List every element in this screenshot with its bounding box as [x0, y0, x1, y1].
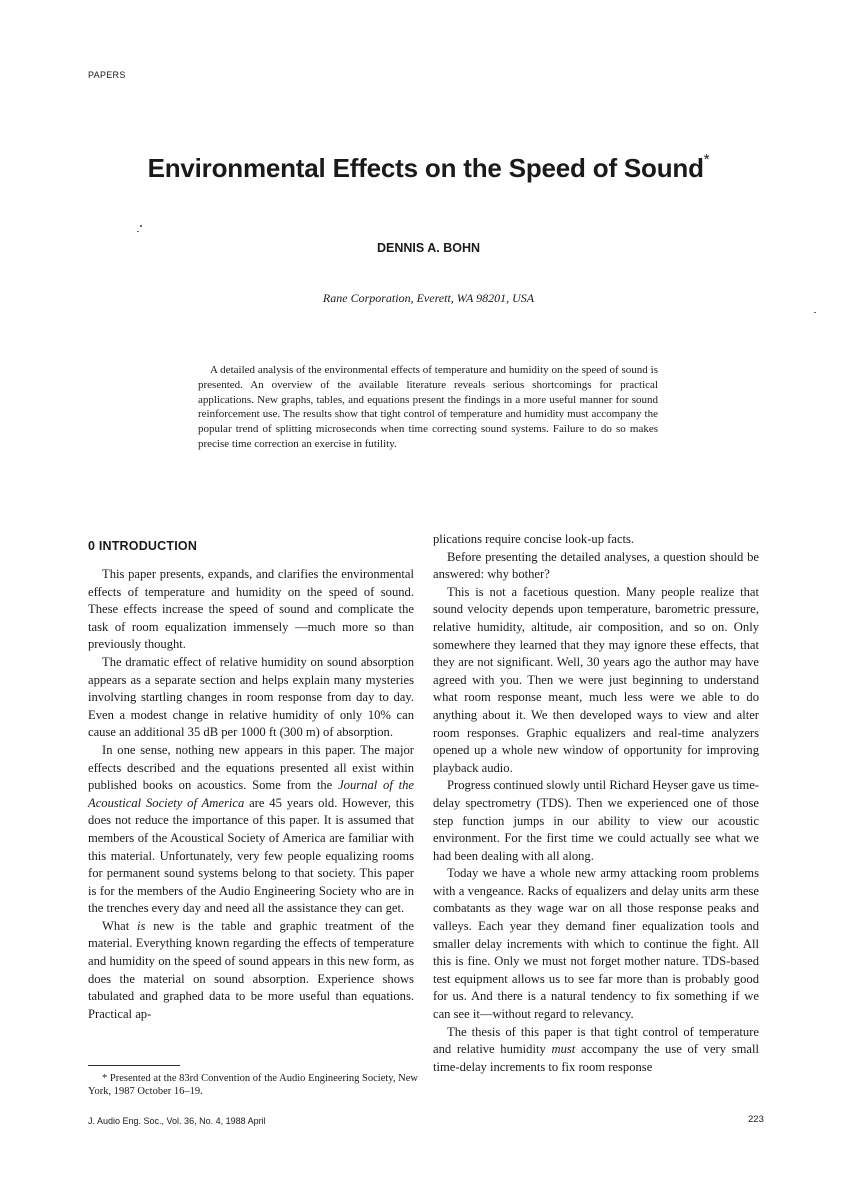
text-run: In one sense, nothing new appears in this paper. The major effects described and the equations presented all exist within published books on acoustics. Some from the	[88, 742, 414, 793]
intro-paragraph: This paper presents, expands, and clarifies the environmental effects of temperature and humidity on the speed of sound. These effects increase the speed of sound and complicate the task of room equalization immensely —much more so than previously thought.	[88, 567, 414, 652]
scan-speck	[814, 312, 816, 313]
text-run: The thesis of this paper is that tight control of temperature and relative humidity	[433, 1024, 759, 1057]
author-affiliation: Rane Corporation, Everett, WA 98201, USA	[322, 291, 535, 305]
title-footnote-marker: *	[703, 151, 710, 168]
paper-title-text: Environmental Effects on the Speed of Sound	[147, 153, 704, 183]
scan-speck	[140, 225, 142, 227]
abstract: A detailed analysis of the environmental effects of temperature and humidity on the speed of sound is presented. An overview of the available literature reveals serious shortcomings for practical applications. New graphs, tables, and equations present the findings in a more useful manner for sound reinforcement use. The results show that tight control of temperature and humidity must accompany the popular trend of splitting microseconds when time correcting sound systems. Failure to do so makes precise time correction an exercise in futility.	[198, 364, 658, 450]
footnote: * Presented at the 83rd Convention of the Audio Engineering Society, New York, 1987 October 16–19.	[88, 1073, 418, 1097]
intro-paragraph: The dramatic effect of relative humidity on sound absorption appears as a separate section and helps explain many mysteries involving startling changes in room response from day to day. Even a modest change in relative humidity of only 10% can cause an additional 35 dB per 1000 ft (300 m) of absorption.	[88, 654, 414, 740]
paper-title	[0, 153, 857, 184]
intro-paragraph	[88, 918, 414, 1024]
section-label: PAPERS	[88, 70, 126, 80]
scan-speck	[137, 231, 139, 232]
body-paragraph: plications require concise look-up facts.	[433, 532, 635, 546]
author-name: DENNIS A. BOHN	[376, 241, 480, 255]
body-paragraph: Today we have a whole new army attacking room problems with a vengeance. Racks of equalizers and delay units arm these combatants as they wage war on all those response peaks and valleys. Each year they demand finer equalization tools and smaller delay increments with which to continue the fight. All this is fine. Only we must not forget mother nature. TDS-based test equipment allows us to see far more than is probably good for us. And there is a natural tendency to fix something if we can see it—without regard to relevancy.	[433, 866, 759, 1022]
text-run: What	[102, 918, 138, 933]
text-run: are 45 years old. However, this does not reduce the importance of this paper. It is assumed that members of the Acoustical Society of America are familiar with this material. Unfortunately, very few people equalizing rooms for permanent sound systems belong to that society. This paper is for the members of the Audio Engineering Society who are in the trenches every day and need all the assistance they can get.	[88, 795, 414, 916]
page-number: 223	[748, 1114, 764, 1125]
journal-reference: J. Audio Eng. Soc., Vol. 36, No. 4, 1988 April	[88, 1116, 266, 1126]
body-paragraph: Before presenting the detailed analyses, a question should be answered: why bother?	[433, 549, 759, 582]
body-paragraph	[433, 1024, 759, 1077]
body-paragraph: This is not a facetious question. Many people realize that sound velocity depends upon temperature, barometric pressure, relative humidity, altitude, air composition, and so on. Only somewhere they learned that they may ignore these effects, that they are not significant. Well, 30 years ago the author may have agreed with you. Then we were just beginning to understand what room response meant, much less were we able to do anything about it. We then developed ways to view and alter room responses. Graphic equalizers and real-time analyzers opened up a whole new window of opportunity for improving playback audio.	[433, 584, 759, 775]
left-column	[88, 566, 414, 1023]
section-heading-introduction: 0 INTRODUCTION	[88, 539, 198, 553]
footnote-divider	[88, 1065, 180, 1066]
intro-paragraph	[88, 742, 414, 918]
journal-name: Journal of the Acoustical Society of America	[88, 778, 415, 810]
right-column	[433, 531, 759, 1076]
emphasis: is	[137, 918, 146, 933]
text-run: new is the table and graphic treatment of the material. Everything known regarding the effects of temperature and humidity on the speed of sound appears in this new form, as does the material on sound absorption. Experience shows tabulated and graphed data to be more useful than equations. Practical ap-	[88, 918, 415, 1021]
body-paragraph: Progress continued slowly until Richard Heyser gave us time-delay spectrometry (TDS). Then we experienced one of those step function jumps in our ability to view our acoustic environment. For the first time we could actually see what we had been dealing with all along.	[433, 778, 759, 863]
text-run: accompany the use of very small time-delay increments to fix room response	[433, 1042, 760, 1074]
emphasis: must	[551, 1042, 576, 1057]
